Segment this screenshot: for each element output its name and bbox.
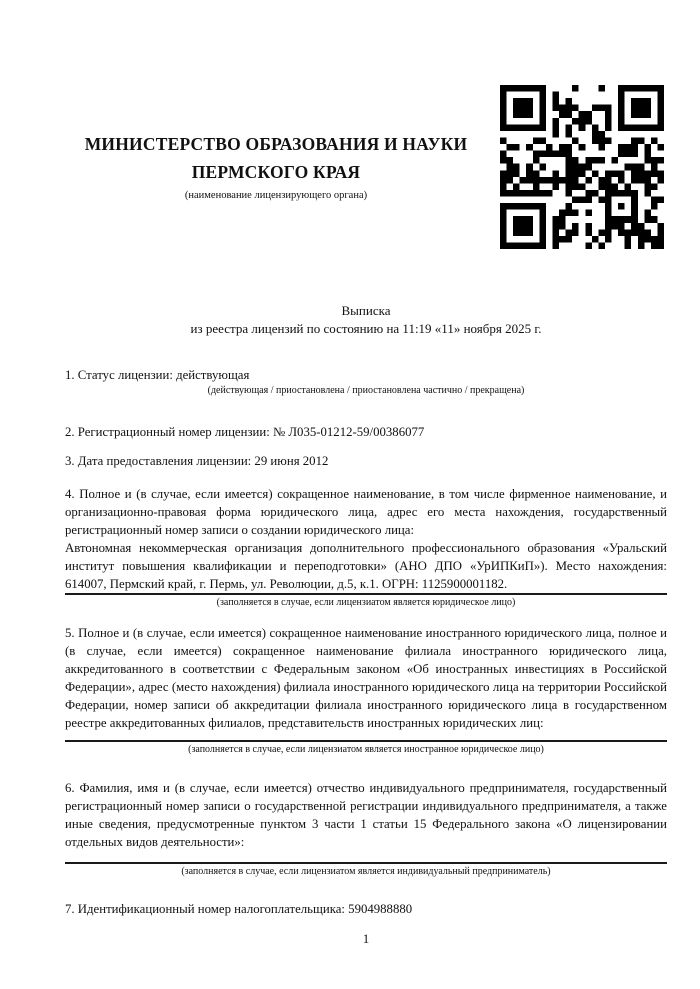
item-legal-entity — [65, 485, 667, 609]
licensing-authority-header — [64, 130, 488, 202]
taxpayer-number-text: 7. Идентификационный номер налогоплательщика: 5904988880 — [65, 902, 413, 916]
entrepreneur-question: 6. Фамилия, имя и (в случае, если имеется) отчество индивидуального предпринимателя, государственный регистрационный номер записи о государственной регистрации индивидуального предпринимателя, а также иные сведения, предусмотренные пунктом 3 части 1 статьи 15 Федерального закона «О лицензировании отдельных видов деятельности»: — [65, 781, 667, 849]
license-date-text: 3. Дата предоставления лицензии: 29 июня 2012 — [65, 454, 329, 468]
page-number: 1 — [362, 931, 370, 946]
legal-entity-answer: Автономная некоммерческая организация дополнительного профессионального образования «Уральский институт повышения квалификации и переподготовки» (АНО ДПО «УрИПКиП»). Место нахождения: 614007, Пермский край, г. Пермь, ул. Революции, д.5, к.1. ОГРН: 1125900001182. — [65, 541, 667, 591]
ministry-name-line2: ПЕРМСКОГО КРАЯ — [191, 162, 361, 182]
legal-entity-question: 4. Полное и (в случае, если имеется) сокращенное наименование, в том числе фирменное наименование, и организационно-правовая форма юридического лица, адрес его места нахождения, государственный регистрационный номер записи о создании юридического лица: — [65, 487, 667, 537]
qr-code-image — [500, 84, 664, 250]
document-title-line2: из реестра лицензий по состоянию на 11:19 «11» ноября 2025 г. — [190, 321, 542, 336]
document-body — [65, 366, 667, 948]
foreign-entity-caption: (заполняется в случае, если лицензиатом является иностранное юридическое лицо) — [65, 740, 667, 756]
document-title-line1: Выписка — [341, 303, 391, 318]
qr-code — [500, 84, 664, 250]
item-license-date — [65, 452, 667, 470]
license-status-text: 1. Статус лицензии: действующая — [65, 368, 250, 382]
foreign-entity-question: 5. Полное и (в случае, если имеется) сокращенное наименование иностранного юридического лица, полное и (в случае, если имеется) сокращенное наименование филиала иностранного юридического лица, аккредитованного в соответствии с Федеральным законом «Об иностранных инвестициях в Российской Федерации», адрес (место нахождения) филиала иностранного юридического лица на территории Российской Федерации, номер записи об аккредитации филиала иностранного юридического лица в государственном реестре аккредитованных филиалов, представительств иностранных юридических лиц: — [65, 626, 667, 730]
license-status-caption: (действующая / приостановлена / приостановлена частично / прекращена) — [207, 385, 525, 396]
item-individual-entrepreneur — [65, 779, 667, 878]
ministry-name-line1: МИНИСТЕРСТВО ОБРАЗОВАНИЯ И НАУКИ — [84, 134, 468, 154]
entrepreneur-caption: (заполняется в случае, если лицензиатом является индивидуальный предприниматель) — [65, 862, 667, 878]
authority-caption: (наименование лицензирующего органа) — [184, 190, 368, 201]
item-foreign-entity — [65, 624, 667, 756]
document-title — [65, 302, 667, 338]
entrepreneur-answer-blank — [65, 851, 667, 862]
foreign-entity-answer-blank — [65, 732, 667, 740]
item-license-status — [65, 366, 667, 397]
registration-number-text: 2. Регистрационный номер лицензии: № Л035-01212-59/00386077 — [65, 425, 425, 439]
item-taxpayer-number — [65, 900, 667, 918]
legal-entity-caption: (заполняется в случае, если лицензиатом является юридическое лицо) — [65, 593, 667, 609]
item-registration-number — [65, 423, 667, 441]
